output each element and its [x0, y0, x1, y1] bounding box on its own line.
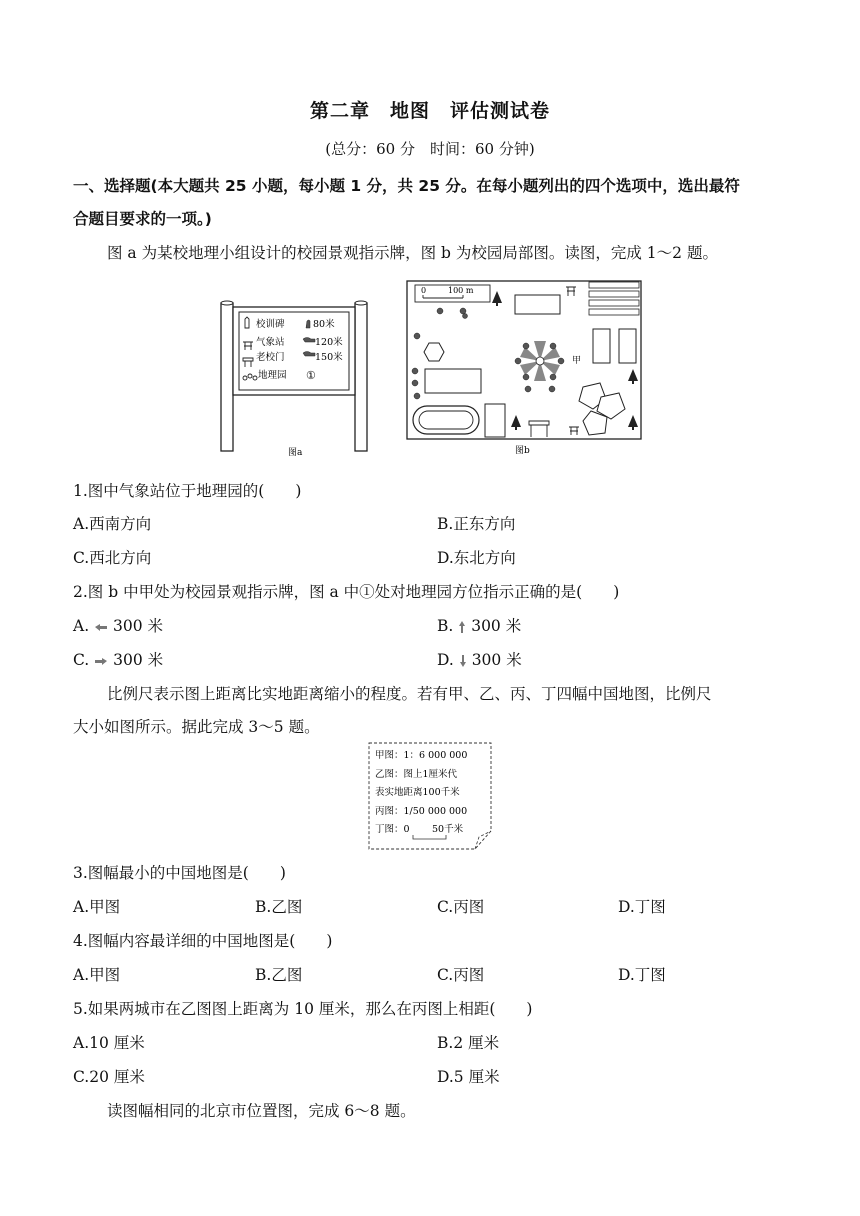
hand-pointing-down-icon [459, 654, 467, 668]
question-3-option-d[interactable]: D.丁图 [618, 898, 666, 916]
option-c-text: 300 米 [113, 651, 164, 669]
page-title: 第二章 地图 评估测试卷 [309, 100, 550, 122]
section-heading-cont: 合题目要求的一项。) [73, 210, 212, 228]
scale-line-3: 丙图：1/50 000 000 [375, 806, 468, 817]
option-d-text: 300 米 [471, 651, 522, 669]
figure-a-caption: 图a [288, 448, 303, 458]
question-2-option-d[interactable] [437, 648, 522, 670]
question-3-option-a[interactable]: A.甲图 [73, 898, 121, 916]
scale-line-0: 甲图：1：6 000 000 [375, 750, 468, 761]
question-2-option-a[interactable] [73, 614, 163, 636]
question-1-option-d[interactable]: D.东北方向 [437, 549, 516, 567]
question-4-option-c[interactable]: C.丙图 [437, 966, 485, 984]
question-5-option-c[interactable]: C.20 厘米 [73, 1068, 145, 1086]
scale-comparison-box [366, 741, 496, 853]
figure-a-row-1-dist: 120米 [315, 337, 343, 348]
figure-a-row-0-dist: 80米 [313, 319, 335, 330]
question-3-option-b[interactable]: B.乙图 [255, 898, 303, 916]
intro-q3-5-cont: 大小如图所示。据此完成 3～5 题。 [73, 718, 320, 736]
figure-a-row-0-name: 校训碑 [256, 319, 285, 330]
question-5-option-a[interactable]: A.10 厘米 [73, 1034, 145, 1052]
figure-a-row-3-name: 地理园 [258, 370, 287, 381]
intro-q6-8: 读图幅相同的北京市位置图，完成 6～8 题。 [107, 1102, 416, 1120]
hand-pointing-right-icon [94, 656, 108, 666]
figure-a-row-1-name: 气象站 [256, 337, 285, 348]
option-d-label: D. [437, 651, 454, 669]
figure-b-campus-map [405, 279, 645, 459]
scale-line-ding-value: 50千米 [432, 824, 464, 835]
scale-line-ding: 丁图：0 [375, 824, 410, 835]
question-4-option-a[interactable]: A.甲图 [73, 966, 121, 984]
hand-pointing-up-icon [458, 620, 466, 634]
question-1-option-c[interactable]: C.西北方向 [73, 549, 152, 567]
figure-a-signboard [215, 298, 380, 458]
question-3-stem: 3.图幅最小的中国地图是( ) [73, 864, 286, 882]
option-a-label: A. [73, 617, 90, 635]
question-1-option-a[interactable]: A.西南方向 [73, 515, 152, 533]
scale-line-2: 表实地距离100千米 [375, 787, 460, 798]
option-a-text: 300 米 [113, 617, 164, 635]
question-2-option-c[interactable] [73, 648, 163, 670]
option-b-label: B. [437, 617, 454, 635]
question-5-option-b[interactable]: B.2 厘米 [437, 1034, 500, 1052]
hand-pointing-left-icon [94, 622, 108, 632]
figure-a-row-3-dist: ① [306, 369, 316, 382]
intro-q3-5: 比例尺表示图上距离比实地距离缩小的程度。若有甲、乙、丙、丁四幅中国地图，比例尺 [107, 685, 712, 703]
figure-a-row-2-name: 老校门 [256, 352, 285, 363]
marker-jia: 甲 [572, 356, 582, 366]
section-heading: 一、选择题(本大题共 25 小题，每小题 1 分，共 25 分。在每小题列出的四个选项中，选出最符 [73, 177, 740, 195]
page-subtitle: (总分：60 分 时间：60 分钟) [325, 140, 535, 158]
question-5-stem: 5.如果两城市在乙图图上距离为 10 厘米，那么在丙图上相距( ) [73, 1000, 533, 1018]
question-4-option-d[interactable]: D.丁图 [618, 966, 666, 984]
scale-end: 100 m [448, 286, 474, 295]
scale-line-1: 乙图：图上1厘米代 [375, 769, 458, 780]
question-4-option-b[interactable]: B.乙图 [255, 966, 303, 984]
figure-b-caption: 图b [515, 446, 530, 456]
question-2-stem: 2.图 b 中甲处为校园景观指示牌，图 a 中①处对地理园方位指示正确的是( ) [73, 583, 620, 601]
scale-start: 0 [421, 286, 427, 295]
question-4-stem: 4.图幅内容最详细的中国地图是( ) [73, 932, 333, 950]
figure-a-row-2-dist: 150米 [315, 352, 343, 363]
question-1-option-b[interactable]: B.正东方向 [437, 515, 516, 533]
question-3-option-c[interactable]: C.丙图 [437, 898, 485, 916]
option-c-label: C. [73, 651, 90, 669]
question-2-option-b[interactable] [437, 614, 521, 636]
question-5-option-d[interactable]: D.5 厘米 [437, 1068, 500, 1086]
intro-q1-2: 图 a 为某校地理小组设计的校园景观指示牌，图 b 为校园局部图。读图，完成 1～2 题。 [107, 244, 718, 262]
question-1-stem: 1.图中气象站位于地理园的( ) [73, 482, 302, 500]
option-b-text: 300 米 [471, 617, 522, 635]
